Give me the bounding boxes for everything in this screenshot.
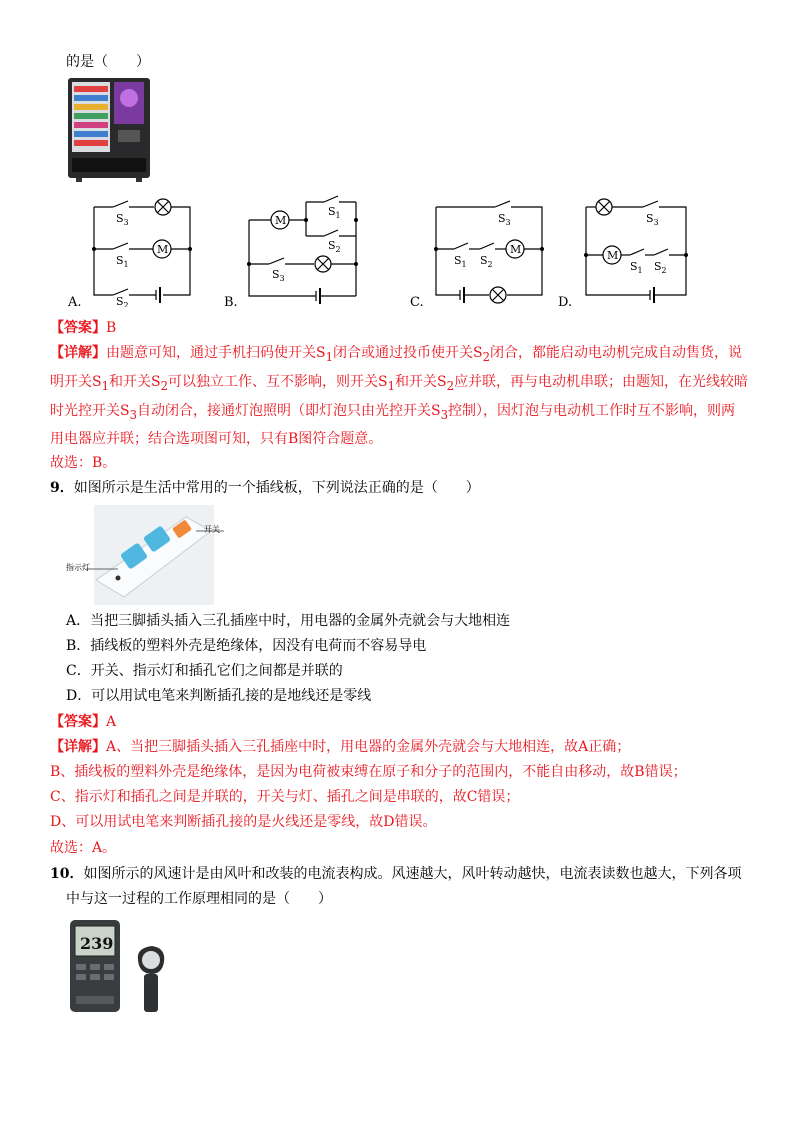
- d-s2-label: $S_2$: [654, 260, 667, 275]
- option-b-label: B.: [224, 295, 238, 308]
- q10-stem-line-2: 中与这一过程的工作原理相同的是（ ）: [66, 891, 332, 907]
- a-s2-label: $S_2$: [116, 295, 129, 307]
- a-motor-label: M: [157, 243, 169, 256]
- q9-answer: 【答案】A: [50, 714, 117, 730]
- circuit-option-d: [558, 195, 708, 307]
- circuit-option-b: [224, 188, 374, 308]
- b-s3-label: $S_3$: [272, 268, 285, 283]
- q9-detail-line-4: D、可以用试电笔来判断插孔接的是火线还是零线，故D错误。: [50, 814, 437, 830]
- q9-stem: 9．如图所示是生活中常用的一个插线板，下列说法正确的是（ ）: [50, 480, 480, 496]
- b-s2-label: $S_2$: [328, 239, 341, 254]
- d-motor-label: M: [607, 249, 619, 262]
- b-motor-label: M: [275, 214, 287, 227]
- q9-option-b: B．插线板的塑料外壳是绝缘体，因没有电荷而不容易导电: [66, 638, 427, 654]
- c-s2-label: $S_2$: [480, 254, 493, 269]
- option-d-label: D.: [558, 295, 573, 307]
- q10-stem-line-1: 10．如图所示的风速计是由风叶和改装的电流表构成。风速越大，风叶转动越快，电流表读数也越大，下列各项: [50, 866, 742, 882]
- d-s1-label: $S_1$: [630, 260, 643, 275]
- q9-detail-line-3: C、指示灯和插孔之间是并联的，开关与灯、插孔之间是串联的，故C错误；: [50, 789, 520, 805]
- c-motor-label: M: [510, 243, 522, 256]
- q8-answer: 【答案】B: [50, 320, 117, 336]
- q9-detail-line-1: 【详解】A、当把三脚插头插入三孔插座中时，用电器的金属外壳就会与大地相连，故A正确；: [50, 739, 631, 755]
- vending-machine-image: [66, 76, 152, 184]
- circuit-option-a: [68, 195, 218, 307]
- option-c-label: C.: [410, 295, 424, 307]
- c-s1-label: $S_1$: [454, 254, 467, 269]
- anemometer-reading: 239: [80, 934, 114, 953]
- fig-label-switch: 开关: [204, 525, 220, 534]
- option-a-label: A.: [68, 295, 82, 307]
- q9-option-d: D．可以用试电笔来判断插孔接的是地线还是零线: [66, 688, 372, 704]
- q8-conclusion: 故选：B。: [50, 455, 117, 471]
- q8-stem-tail: 的是（ ）: [66, 54, 150, 70]
- q9-option-c: C．开关、指示灯和插孔它们之间都是并联的: [66, 663, 343, 679]
- a-s3-label: $S_3$: [116, 212, 129, 227]
- c-s3-label: $S_3$: [498, 212, 511, 227]
- circuit-option-c: [410, 195, 560, 307]
- a-s1-label: $S_1$: [116, 254, 129, 269]
- power-strip-image: [66, 505, 256, 605]
- q8-detail: 【详解】由题意可知，通过手机扫码使开关$S_1$闭合或通过投币使开关$S_2$闭合，都能启动电动机完成自动售货，说 明开关$S_1$和开关$S_2$可以独立工作、互不影响，则开关$S_1$和开关$S_2$应并联，再与电动机串联；由题知，在光线较暗 时光控开关$S_3$自动闭合，接通灯泡照明（即灯泡只由光控开关$S_3$控制），因灯泡与电动机工作时互不影响，则两 用电器应并联；结合选项图可知，只有B图符合题意。: [50, 345, 749, 448]
- q9-detail-line-2: B、插线板的塑料外壳是绝缘体，是因为电荷被束缚在原子和分子的范围内，不能自由移动，故B错误；: [50, 764, 687, 780]
- q9-conclusion: 故选：A。: [50, 840, 117, 856]
- fig-label-indicator: 指示灯: [66, 563, 90, 572]
- b-s1-label: $S_1$: [328, 205, 341, 220]
- d-s3-label: $S_3$: [646, 212, 659, 227]
- q9-option-a: A．当把三脚插头插入三孔插座中时，用电器的金属外壳就会与大地相连: [66, 613, 511, 629]
- anemometer-image: [66, 918, 176, 1016]
